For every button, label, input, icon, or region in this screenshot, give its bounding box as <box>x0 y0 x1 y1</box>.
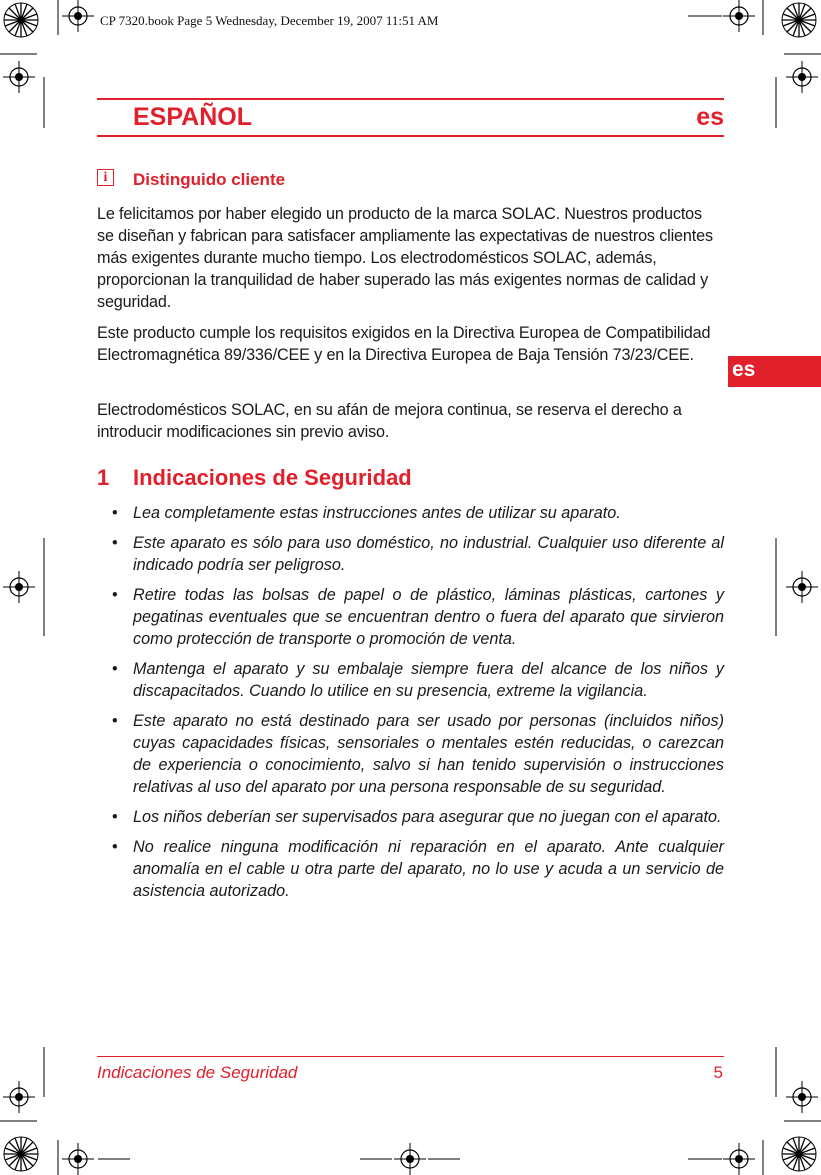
intro-paragraph-1: Le felicitamos por haber elegido un producto de la marca SOLAC. Nuestros productos se diseñan y fabrican para satisfacer ampliamente las expectativas de nuestros clientes más exigentes durante mucho tiempo. Los electrodomésticos SOLAC, además, proporcionan la tranquilidad de haber superado las más exigentes normas de calidad y seguridad. <box>97 205 713 311</box>
list-item <box>97 658 724 702</box>
info-icon: i <box>97 169 114 186</box>
intro-heading: Distinguido cliente <box>133 170 286 189</box>
list-item <box>97 584 724 650</box>
section-number: 1 <box>97 465 110 490</box>
list-item <box>97 806 724 828</box>
page-header-lang-code: es <box>696 103 724 131</box>
bullet-glyph: • <box>112 504 118 522</box>
bullet-text: Este aparato es sólo para uso doméstico, no industrial. Cualquier uso diferente al indicado podría ser peligroso. <box>133 534 724 574</box>
bullet-text: Este aparato no está destinado para ser usado por personas (incluidos niños) cuyas capacidades físicas, sensoriales o mentales estén reducidas, o carezcan de experiencia o conocimiento, salvo si han tenido supervisión o instrucciones relativas al uso del aparato por una persona responsable de su seguridad. <box>133 712 724 796</box>
bullet-glyph: • <box>112 534 118 552</box>
intro-paragraph-3: Electrodomésticos SOLAC, en su afán de mejora continua, se reserva el derecho a introducir modificaciones sin previo aviso. <box>97 401 682 441</box>
list-item <box>97 710 724 798</box>
section-title: Indicaciones de Seguridad <box>133 465 412 490</box>
safety-bullet-list <box>97 502 724 910</box>
footer-section-name: Indicaciones de Seguridad <box>97 1063 298 1082</box>
language-side-tab: es <box>728 356 821 387</box>
bullet-text: Los niños deberían ser supervisados para asegurar que no juegan con el aparato. <box>133 808 722 826</box>
bullet-glyph: • <box>112 586 118 604</box>
list-item <box>97 532 724 576</box>
list-item <box>97 836 724 902</box>
bullet-glyph: • <box>112 660 118 678</box>
page-header-title: ESPAÑOL <box>133 103 252 131</box>
bullet-text: Lea completamente estas instrucciones antes de utilizar su aparato. <box>133 504 621 522</box>
bullet-text: No realice ninguna modificación ni reparación en el aparato. Ante cualquier anomalía en el cable u otra parte del aparato, no lo use y acuda a un servicio de asistencia autorizado. <box>133 838 724 900</box>
list-item <box>97 502 724 524</box>
print-slug: CP 7320.book Page 5 Wednesday, December 19, 2007 11:51 AM <box>100 13 439 28</box>
bullet-glyph: • <box>112 808 118 826</box>
footer-page-number: 5 <box>713 1063 723 1082</box>
bullet-glyph: • <box>112 838 118 856</box>
footer-rule <box>97 1056 724 1057</box>
header-top-rule <box>97 98 724 100</box>
intro-paragraph-2: Este producto cumple los requisitos exigidos en la Directiva Europea de Compatibilidad Electromagnética 89/336/CEE y en la Directiva Europea de Baja Tensión 73/23/CEE. <box>97 324 711 364</box>
header-bottom-rule <box>97 135 724 137</box>
bullet-text: Retire todas las bolsas de papel o de plástico, láminas plásticas, cartones y pegatinas eventuales que se encuentran dentro o fuera del aparato que sirvieron como protección de transporte o promoción de venta. <box>133 586 724 648</box>
bullet-text: Mantenga el aparato y su embalaje siempre fuera del alcance de los niños y discapacitados. Cuando lo utilice en su presencia, extreme la vigilancia. <box>133 660 724 700</box>
bullet-glyph: • <box>112 712 118 730</box>
